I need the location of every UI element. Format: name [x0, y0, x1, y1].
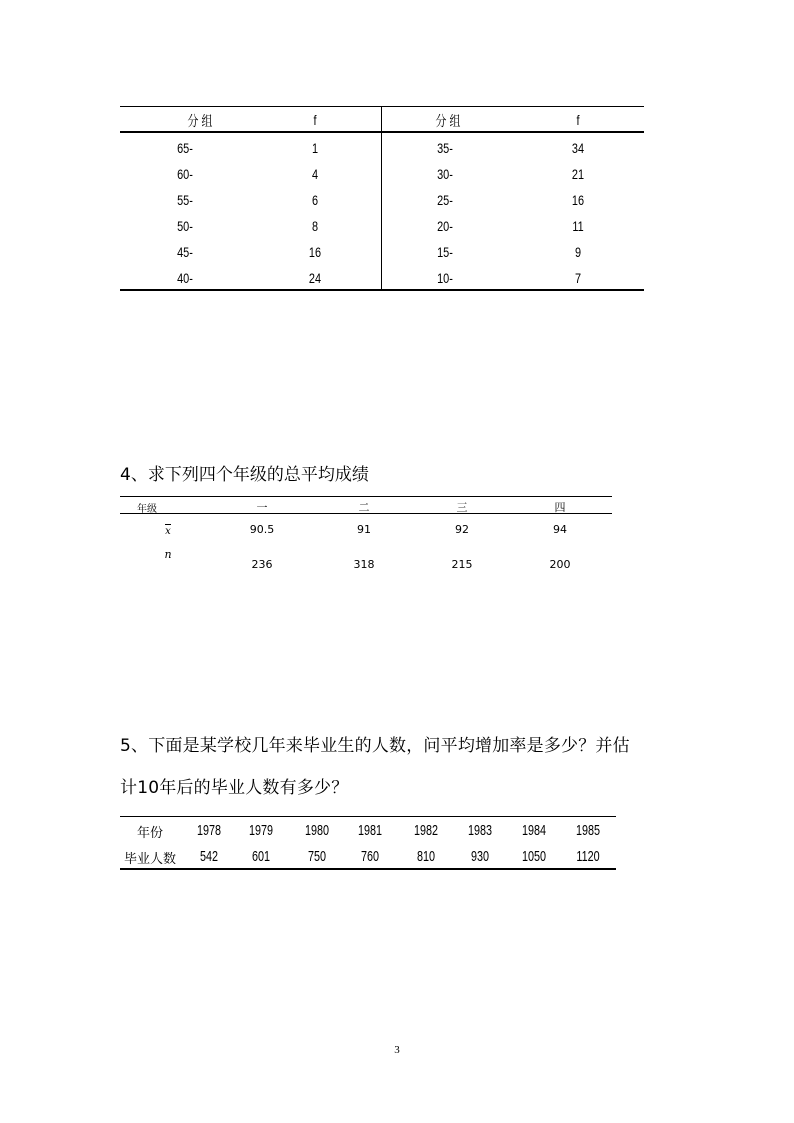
header-f-right: f — [576, 112, 580, 128]
year-cell: 1984 — [521, 822, 547, 839]
table-bottom-rule — [120, 289, 644, 291]
table-bottom-rule — [120, 868, 616, 870]
group-cell: 35- — [437, 140, 453, 156]
xbar-overline — [165, 524, 171, 525]
year-cell: 1983 — [467, 822, 493, 839]
xbar-cell: 90.5 — [249, 523, 275, 536]
question-5-line-2: 计10年后的毕业人数有多少？ — [120, 778, 349, 798]
group-cell: 25- — [437, 192, 453, 208]
freq-cell: 8 — [311, 218, 319, 234]
page-number: 3 — [394, 1044, 400, 1056]
n-cell: 318 — [353, 558, 375, 571]
grade-header-1: 一 — [256, 501, 268, 514]
freq-cell: 16 — [571, 192, 585, 208]
grouped-frequency-table — [120, 106, 644, 291]
freq-cell: 7 — [574, 270, 582, 286]
freq-cell: 1 — [311, 140, 319, 156]
question-5-line-1: 5、下面是某学校几年来毕业生的人数，问平均增加率是多少？并估 — [120, 736, 630, 756]
freq-cell: 4 — [311, 166, 319, 182]
freq-cell: 16 — [308, 244, 322, 260]
header-f-left: f — [313, 112, 317, 128]
grade-header-label: 年级 — [137, 504, 157, 515]
header-group-left: 分 组 — [187, 113, 213, 129]
grade-average-table — [120, 496, 612, 586]
count-cell: 930 — [470, 848, 490, 865]
n-cell: 236 — [251, 558, 273, 571]
table-top-rule — [120, 816, 616, 817]
grade-header-2: 二 — [358, 501, 370, 514]
n-cell: 215 — [451, 558, 473, 571]
graduates-row-label: 毕业人数 — [123, 852, 176, 867]
table-column-divider — [381, 106, 382, 291]
n-cell: 200 — [549, 558, 571, 571]
group-cell: 65- — [177, 140, 193, 156]
freq-cell: 24 — [308, 270, 322, 286]
count-cell: 750 — [307, 848, 327, 865]
grade-header-4: 四 — [554, 501, 566, 514]
graduates-table — [120, 816, 616, 872]
freq-cell: 11 — [572, 218, 584, 234]
count-cell: 810 — [416, 848, 436, 865]
table-top-rule — [120, 496, 612, 497]
count-cell: 601 — [251, 848, 271, 865]
year-cell: 1982 — [413, 822, 439, 839]
n-label: n — [164, 548, 172, 561]
count-cell: 1050 — [521, 848, 547, 865]
year-cell: 1980 — [304, 822, 330, 839]
freq-cell: 34 — [571, 140, 585, 156]
year-cell: 1978 — [196, 822, 222, 839]
group-cell: 40- — [177, 270, 193, 286]
grade-header-3: 三 — [456, 501, 468, 514]
group-cell: 60- — [177, 166, 193, 182]
count-cell: 760 — [360, 848, 380, 865]
xbar-cell: 94 — [553, 523, 567, 536]
group-cell: 45- — [177, 244, 193, 260]
count-cell: 1120 — [576, 848, 600, 865]
year-cell: 1985 — [575, 822, 601, 839]
xbar-label — [158, 524, 178, 537]
group-cell: 20- — [437, 218, 453, 234]
freq-cell: 9 — [574, 244, 582, 260]
xbar-cell: 91 — [357, 523, 371, 536]
table-header-rule — [120, 131, 644, 133]
xbar-cell: 92 — [455, 523, 469, 536]
header-group-right: 分 组 — [435, 113, 461, 129]
year-cell: 1981 — [357, 822, 383, 839]
group-cell: 10- — [437, 270, 453, 286]
group-cell: 55- — [177, 192, 193, 208]
year-row-label: 年份 — [136, 826, 163, 841]
table-top-rule — [120, 106, 644, 107]
group-cell: 30- — [437, 166, 453, 182]
count-cell: 542 — [199, 848, 219, 865]
group-cell: 50- — [177, 218, 193, 234]
year-cell: 1979 — [248, 822, 274, 839]
freq-cell: 6 — [311, 192, 319, 208]
question-4-text: 4、求下列四个年级的总平均成绩 — [120, 465, 369, 485]
xbar-label-text: x — [165, 526, 171, 537]
group-cell: 15- — [437, 244, 453, 260]
freq-cell: 21 — [571, 166, 585, 182]
